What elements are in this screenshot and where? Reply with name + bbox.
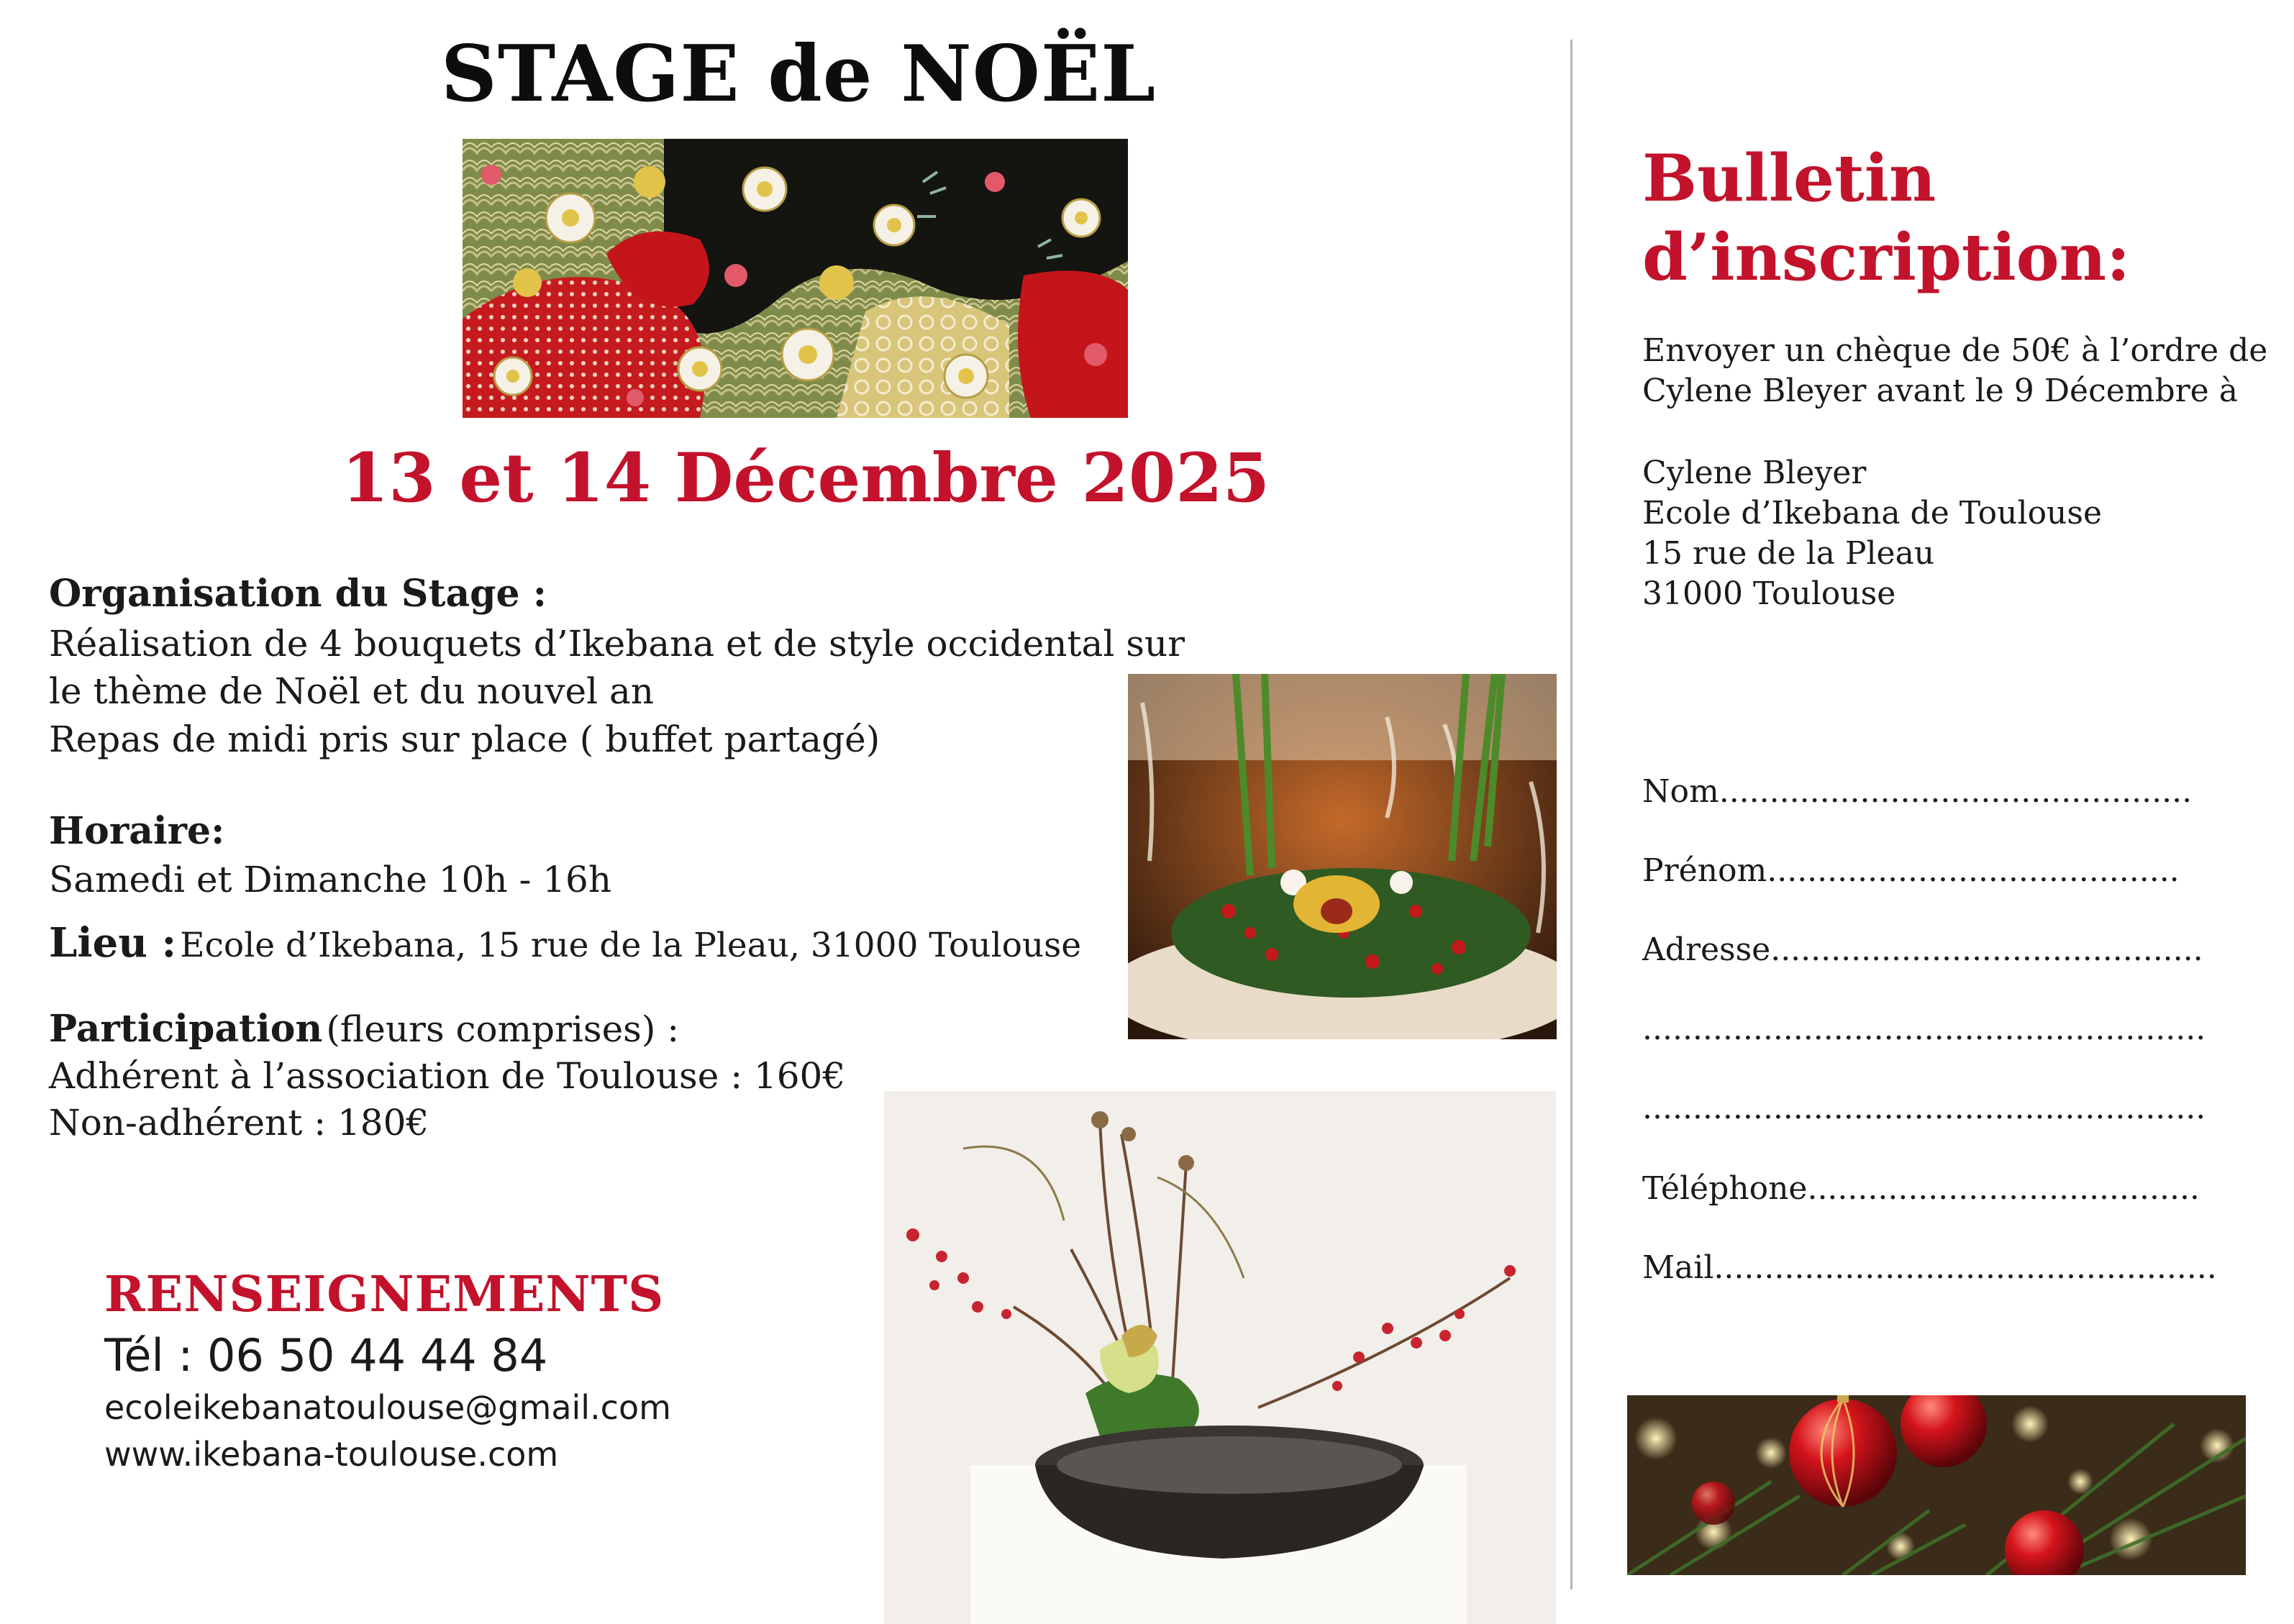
lieu-row [49,919,1081,970]
mailing-address-line: Ecole d’Ikebana de Toulouse [1642,495,2103,532]
organisation-meal-text: Repas de midi pris sur place ( buffet partagé) [49,719,880,760]
ikebana-bowl-photo [884,1091,1556,1624]
payment-instructions: Envoyer un chèque de 50€ à l’ordre de [1642,332,2268,369]
bulletin-title: d’inscription: [1642,219,2131,296]
organisation-text: le thème de Noël et du nouvel an [49,670,654,712]
contact-email: ecoleikebanatoulouse@gmail.com [104,1388,671,1427]
lieu-text: Ecole d’Ikebana, 15 rue de la Pleau, 31000 Toulouse [180,926,1082,965]
japanese-fabric-image [463,139,1128,418]
christmas-ornament-photo [1627,1395,2246,1575]
event-dates: 13 et 14 Décembre 2025 [341,439,1270,518]
price-non-member: Non-adhérent : 180€ [49,1102,429,1144]
mailing-address-line: 31000 Toulouse [1642,575,1896,612]
column-divider [1570,40,1572,1589]
form-field-prenom: Prénom......................................... [1642,852,2180,889]
mailing-address-line: Cylene Bleyer [1642,455,1867,491]
christmas-table-arrangement-photo [1128,674,1557,1039]
payment-instructions: Cylene Bleyer avant le 9 Décembre à [1642,373,2238,409]
form-field-adresse: Adresse........................................... [1642,931,2203,968]
page-title: STAGE de NOËL [440,29,1157,119]
form-field-adresse-continued: ........................................................ [1642,1011,2206,1047]
participation-heading: Participation [49,1007,323,1051]
form-field-mail: Mail.................................................. [1642,1249,2217,1286]
price-member: Adhérent à l’association de Toulouse : 160€ [49,1055,846,1097]
organisation-text: Réalisation de 4 bouquets d’Ikebana et de style occidental sur [49,623,1185,665]
horaire-text: Samedi et Dimanche 10h - 16h [49,859,612,900]
contact-website: www.ikebana-toulouse.com [104,1435,559,1474]
bulletin-title: Bulletin [1642,140,1936,216]
contact-phone: Tél : 06 50 44 44 84 [104,1329,548,1382]
organisation-heading: Organisation du Stage : [49,572,547,616]
participation-note: (fleurs comprises) : [326,1008,680,1050]
participation-row [49,1005,679,1053]
form-field-adresse-continued: ........................................................ [1642,1090,2206,1126]
lieu-heading: Lieu : [49,919,177,967]
form-field-nom: Nom............................................... [1642,773,2193,810]
horaire-heading: Horaire: [49,809,225,853]
form-field-telephone: Téléphone....................................... [1642,1170,2200,1207]
renseignements-heading: RENSEIGNEMENTS [104,1266,665,1323]
mailing-address-line: 15 rue de la Pleau [1642,535,1935,572]
